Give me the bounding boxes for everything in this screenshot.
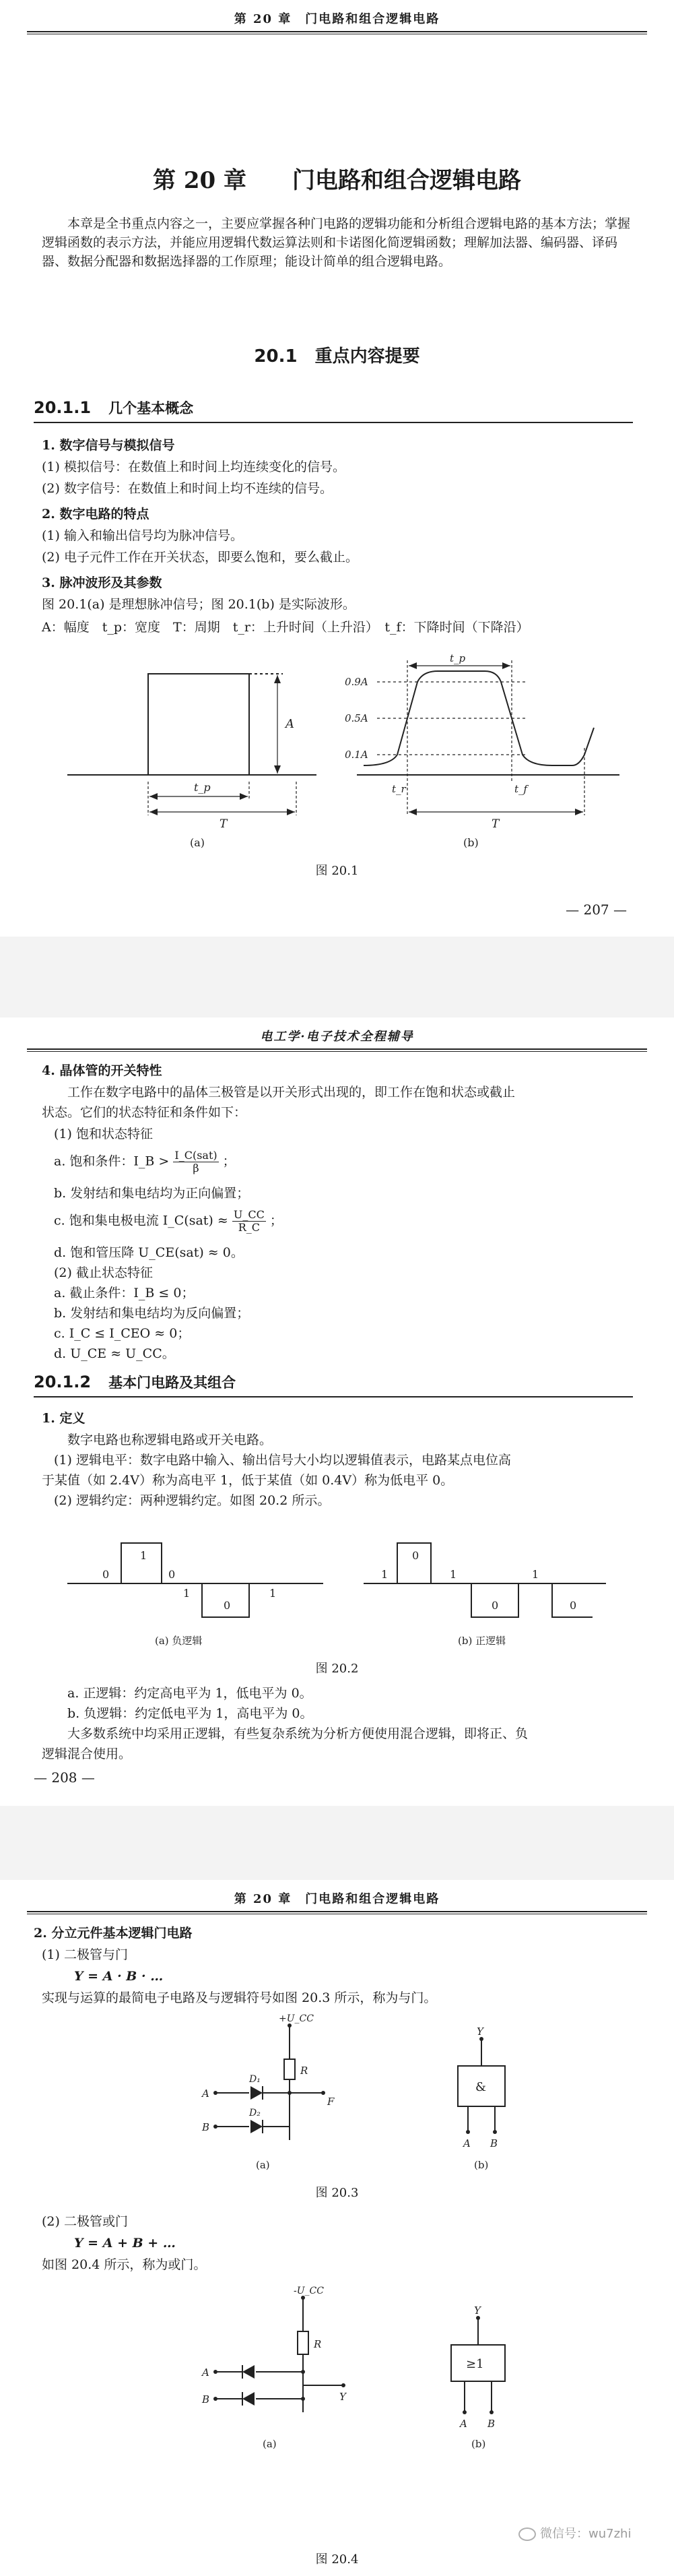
text-line: (1) 二极管与门 xyxy=(42,1947,128,1962)
subsection-rule xyxy=(34,1396,633,1397)
text-line: a. 饱和条件：I_B > xyxy=(54,1154,170,1169)
text-line: A：幅度 t_p：宽度 T：周期 t_r：上升时间（上升沿） t_f：下降时间（下降沿） xyxy=(42,620,529,635)
fraction-ic-beta xyxy=(173,1150,218,1174)
level-pos-4: 1 xyxy=(532,1568,539,1581)
text-line: 1. 数字信号与模拟信号 xyxy=(42,438,175,453)
figure-caption: 图 20.1 xyxy=(315,864,359,878)
fraction-tail: ； xyxy=(222,1154,236,1169)
label-ucc: +U_CC xyxy=(279,2013,314,2024)
text-line: (1) 逻辑电平：数字电路中输入、输出信号大小均以逻辑值表示，电路某点电位高 xyxy=(54,1453,511,1468)
text-line: (2) 二极管或门 xyxy=(42,2214,128,2229)
subsection-rule xyxy=(34,422,633,423)
figure-20-2 xyxy=(54,1516,619,1651)
real-pulse xyxy=(364,671,594,765)
text-line: 1. 定义 xyxy=(42,1411,86,1426)
label-d1: D₁ xyxy=(249,2074,261,2085)
page-209 xyxy=(0,1880,674,2576)
diode-d1 xyxy=(250,2086,263,2100)
section-title: 20.1 重点内容提要 xyxy=(254,346,420,367)
label-r: R xyxy=(314,2338,322,2350)
resistor-r xyxy=(284,2059,295,2079)
text-line: 于某值（如 2.4V）称为高电平 1，低于某值（如 0.4V）称为低电平 0。 xyxy=(42,1473,454,1488)
level-neg-4: 0 xyxy=(224,1599,231,1612)
level-neg-5: 1 xyxy=(269,1587,277,1600)
diode-db xyxy=(242,2392,255,2406)
text-line: b. 发射结和集电结均为反向偏置； xyxy=(54,1306,250,1321)
figure-caption: 图 20.3 xyxy=(315,2186,359,2200)
text-line: d. 饱和管压降 U_CE(sat) ≈ 0。 xyxy=(54,1245,244,1260)
page-207 xyxy=(0,0,674,937)
label-tf: t_f xyxy=(514,783,528,795)
label-d2: D₂ xyxy=(249,2108,261,2118)
level-neg-3: 1 xyxy=(183,1587,191,1600)
label-gate-a: A xyxy=(463,2137,471,2149)
text-line: c. I_C ≤ I_CEO ≈ 0； xyxy=(54,1326,191,1341)
level-neg-0: 0 xyxy=(102,1568,110,1581)
text-line: 2. 数字电路的特点 xyxy=(42,507,149,522)
subsection-title: 基本门电路及其组合 xyxy=(108,1374,236,1391)
page-gap xyxy=(0,937,674,1017)
text-line: 大多数系统中均采用正逻辑，有些复杂系统为分析方便使用混合逻辑，即将正、负 xyxy=(67,1726,529,1741)
label-b: (b) xyxy=(474,2159,489,2171)
chapter-intro: 本章是全书重点内容之一，主要应掌握各种门电路的逻辑功能和分析组合逻辑电路的基本方法；掌握逻辑函数的表示方法，并能应用逻辑代数运算法则和卡诺图化简逻辑函数；理解加法器、编码器、译码器、数据分配器和数据选择器的工作原理；能设计简单的组合逻辑电路。 xyxy=(42,216,631,269)
level-pos-1: 0 xyxy=(412,1549,419,1562)
label-b: (b) xyxy=(471,2438,486,2450)
or-formula: Y = A + B + … xyxy=(74,2236,176,2251)
level-neg-2: 0 xyxy=(168,1568,176,1581)
text-line: 3. 脉冲波形及其参数 xyxy=(42,575,162,590)
label-gate-b: B xyxy=(487,2418,496,2430)
diode-d2 xyxy=(250,2120,263,2133)
level-neg-1: 1 xyxy=(140,1549,147,1562)
page-number: — 208 — xyxy=(34,1769,95,1786)
figure-caption: 图 20.4 xyxy=(315,2552,359,2567)
header-rule xyxy=(27,1911,647,1912)
and-formula: Y = A · B · … xyxy=(74,1969,164,1984)
text-line: 实现与运算的最简电子电路及与逻辑符号如图 20.3 所示，称为与门。 xyxy=(42,1990,437,2005)
text-line: a. 截止条件：I_B ≤ 0； xyxy=(54,1286,195,1300)
label-ucc: -U_CC xyxy=(294,2286,324,2296)
label-output-y: Y xyxy=(339,2391,346,2403)
figure-20-4 xyxy=(189,2284,539,2453)
subsection-heading xyxy=(34,399,193,418)
header-rule-thin xyxy=(27,1051,647,1052)
text-line: 工作在数字电路中的晶体三极管是以开关形式出现的，即工作在饱和状态或截止 xyxy=(67,1085,516,1100)
label-tp: t_p xyxy=(194,781,211,794)
wave-positive-logic xyxy=(370,1543,593,1617)
text-line: (1) 模拟信号：在数值上和时间上均连续变化的信号。 xyxy=(42,460,345,474)
fraction-denominator: β xyxy=(193,1162,199,1174)
or-gate-symbol: ≥1 xyxy=(466,2357,484,2371)
ideal-pulse xyxy=(81,674,316,775)
label-input-b: B xyxy=(202,2121,210,2133)
text-line: (2) 电子元件工作在开关状态，即要么饱和，要么截止。 xyxy=(42,550,358,565)
label-a: (a) xyxy=(256,2159,270,2171)
label-gate-a: A xyxy=(460,2418,467,2430)
label-A: A xyxy=(285,717,294,731)
figure-20-1 xyxy=(40,647,633,849)
text-line: d. U_CE ≈ U_CC。 xyxy=(54,1346,175,1361)
and-gate-symbol: & xyxy=(475,2080,487,2094)
subsection-number: 20.1.2 xyxy=(34,1373,92,1391)
text-line: c. 饱和集电极电流 I_C(sat) ≈ xyxy=(54,1213,228,1228)
wechat-icon xyxy=(518,2527,536,2541)
text-line: 4. 晶体管的开关特性 xyxy=(42,1063,162,1078)
level-pos-0: 1 xyxy=(381,1568,389,1581)
text-line: 如图 20.4 所示，称为或门。 xyxy=(42,2257,207,2272)
text-line: 2. 分立元件基本逻辑门电路 xyxy=(34,1926,193,1941)
label-gate-y: Y xyxy=(474,2304,481,2317)
label-gate-b: B xyxy=(490,2137,498,2149)
running-header: 第 20 章 门电路和组合逻辑电路 xyxy=(234,1892,440,1906)
label-a: (a) xyxy=(263,2438,277,2450)
saturation-current xyxy=(54,1209,283,1234)
text-line: (1) 输入和输出信号均为脉冲信号。 xyxy=(42,528,243,543)
text-line: a. 正逻辑：约定高电平为 1，低电平为 0。 xyxy=(67,1686,312,1701)
wave-negative-logic xyxy=(81,1543,296,1617)
text-line: (2) 数字信号：在数值上和时间上均不连续的信号。 xyxy=(42,481,333,496)
text-line: (1) 饱和状态特征 xyxy=(54,1127,153,1141)
text-line: b. 负逻辑：约定低电平为 1，高电平为 0。 xyxy=(67,1706,313,1721)
page-208 xyxy=(0,1017,674,1806)
resistor-r xyxy=(298,2331,308,2354)
header-rule xyxy=(27,31,647,32)
subsection-title: 几个基本概念 xyxy=(108,400,194,416)
level-0.9A: 0.9A xyxy=(345,676,368,688)
text-line: (2) 截止状态特征 xyxy=(54,1265,153,1280)
label-output-f: F xyxy=(327,2096,335,2108)
fraction-tail: ； xyxy=(269,1213,283,1228)
header-rule xyxy=(27,1048,647,1050)
text-line: 逻辑混合使用。 xyxy=(42,1747,132,1761)
watermark-text: 微信号：wu7zhi xyxy=(540,2527,632,2541)
running-header: 第 20 章 门电路和组合逻辑电路 xyxy=(234,12,440,26)
fraction-numerator: I_C(sat) xyxy=(174,1149,217,1162)
label-negative-logic: (a) 负逻辑 xyxy=(155,1635,203,1647)
label-input-a: A xyxy=(202,2087,209,2100)
label-T-b: T xyxy=(492,817,500,831)
fraction-numerator: U_CC xyxy=(233,1208,265,1221)
text-line: 数字电路也称逻辑电路或开关电路。 xyxy=(67,1433,273,1447)
subsection-number: 20.1.1 xyxy=(34,398,92,417)
text-line: 状态。它们的状态特征和条件如下： xyxy=(42,1105,247,1120)
level-pos-5: 0 xyxy=(570,1599,577,1612)
running-header: 电工学·电子技术全程辅导 xyxy=(260,1030,414,1044)
figure-caption: 图 20.2 xyxy=(315,1662,359,1676)
page-gap xyxy=(0,1806,674,1880)
label-a: (a) xyxy=(190,836,205,849)
text-line: 图 20.1(a) 是理想脉冲信号；图 20.1(b) 是实际波形。 xyxy=(42,597,356,612)
text-line: b. 发射结和集电结均为正向偏置； xyxy=(54,1186,250,1201)
diode-da xyxy=(242,2365,255,2379)
level-0.5A: 0.5A xyxy=(345,712,368,724)
label-r: R xyxy=(300,2065,308,2077)
label-input-a: A xyxy=(202,2366,209,2379)
label-output-y: Y xyxy=(477,2025,483,2038)
page-number: — 207 — xyxy=(566,902,627,918)
fraction-ucc-rc xyxy=(232,1209,266,1234)
label-T-a: T xyxy=(220,817,228,831)
level-pos-3: 0 xyxy=(492,1599,499,1612)
chapter-title: 第 20 章 门电路和组合逻辑电路 xyxy=(153,167,521,194)
label-b: (b) xyxy=(463,836,479,849)
figure-20-3 xyxy=(189,2012,539,2174)
label-positive-logic: (b) 正逻辑 xyxy=(458,1635,506,1647)
label-tr: t_r xyxy=(392,783,406,795)
fraction-denominator: R_C xyxy=(238,1221,260,1234)
level-pos-2: 1 xyxy=(450,1568,457,1581)
label-tp-b: t_p xyxy=(450,652,466,664)
subsection-heading xyxy=(34,1373,236,1392)
saturation-condition xyxy=(54,1150,236,1174)
wechat-watermark xyxy=(518,2524,631,2542)
text-line: (2) 逻辑约定：两种逻辑约定。如图 20.2 所示。 xyxy=(54,1493,331,1508)
level-0.1A: 0.1A xyxy=(345,749,368,761)
label-input-b: B xyxy=(202,2393,210,2406)
